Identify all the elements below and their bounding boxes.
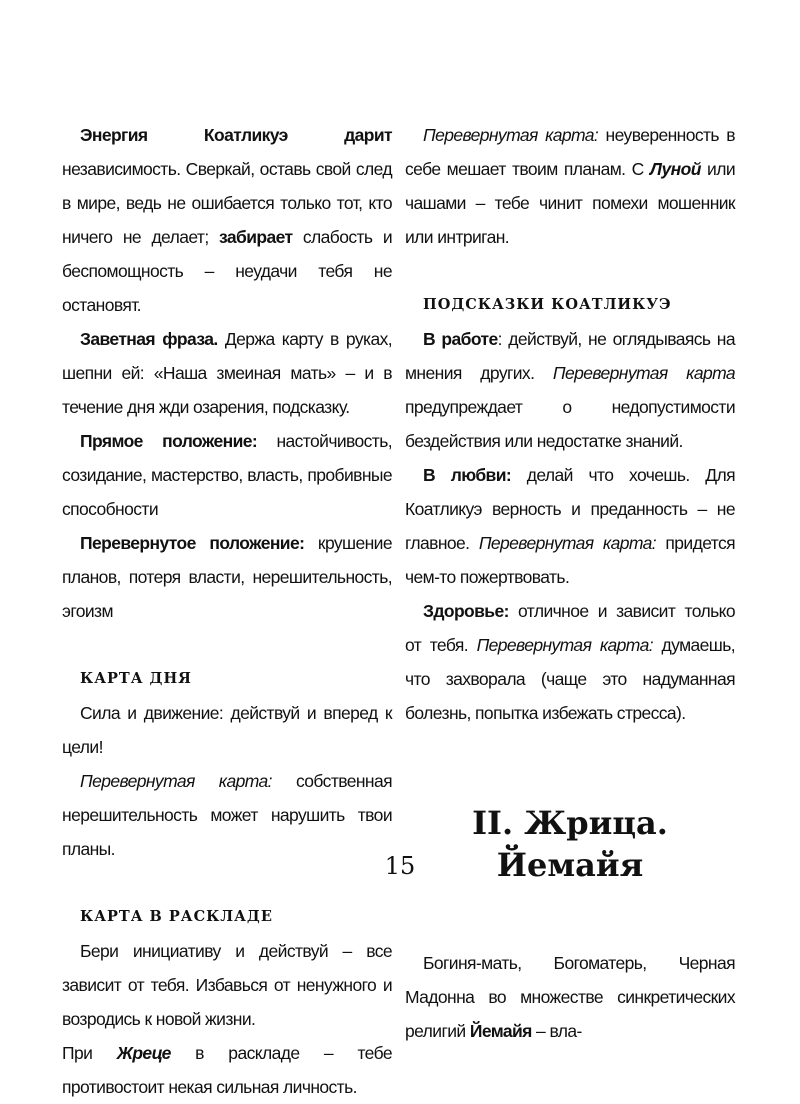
paragraph: Сила и движение: действуй и вперед к цели! [62,703,392,757]
chapter-title: II. Жрица. Йемайя [472,804,668,884]
paragraph: При Жреце в раскладе – тебе противостоит некая сильная личность. [62,1043,392,1097]
paragraph: Перевернутая карта: собственная нерешительность может нарушить твои планы. [62,771,392,859]
left-column [62,118,392,1104]
paragraph: Перевернутое положение: крушение планов, потеря власти, нерешительность, эгоизм [62,533,392,621]
paragraph: Прямое положение: настойчивость, созидание, мастерство, власть, пробивные способности [62,431,393,519]
paragraph: Богиня-мать, Богоматерь, Черная Мадонна во множестве синкретических религий Йемайя – вла- [405,953,735,1041]
paragraph: Перевернутая карта: неуверенность в себе мешает твоим планам. С Луной или чашами – тебе чинит помехи мошенник или интриган. [405,125,736,247]
paragraph: Бери инициативу и действуй – все зависит от тебя. Избавься от ненужного и возродись к новой жизни. [62,941,392,1029]
paragraph: В работе: действуй, не оглядываясь на мнения других. Перевернутая карта предупреждает о недопустимости бездействия или недостатке знаний. [405,329,736,451]
section-heading: КАРТА ДНЯ [80,670,192,687]
section-heading: КАРТА В РАСКЛАДЕ [80,908,273,925]
page-number: 15 [384,852,416,880]
paragraph: Здоровье: отличное и зависит только от тебя. Перевернутая карта: думаешь, что захворала (чаще это надуманная болезнь, попытка избежать стресса). [405,601,735,723]
paragraph: Заветная фраза. Держа карту в руках, шепни ей: «Наша змеиная мать» – и в течение дня жди озарения, подсказку. [62,329,392,417]
paragraph: Энергия Коатликуэ дарит независимость. Сверкай, оставь свой след в мире, ведь не ошибается только тот, кто ничего не делает; забирает слабость и беспомощность – неудачи тебя не остановят. [62,125,393,315]
right-column [405,118,735,1048]
paragraph: В любви: делай что хочешь. Для Коатликуэ верность и преданность – не главное. Перевернутая карта: придется чем-то пожертвовать. [405,465,736,587]
section-heading: ПОДСКАЗКИ КОАТЛИКУЭ [423,296,672,313]
